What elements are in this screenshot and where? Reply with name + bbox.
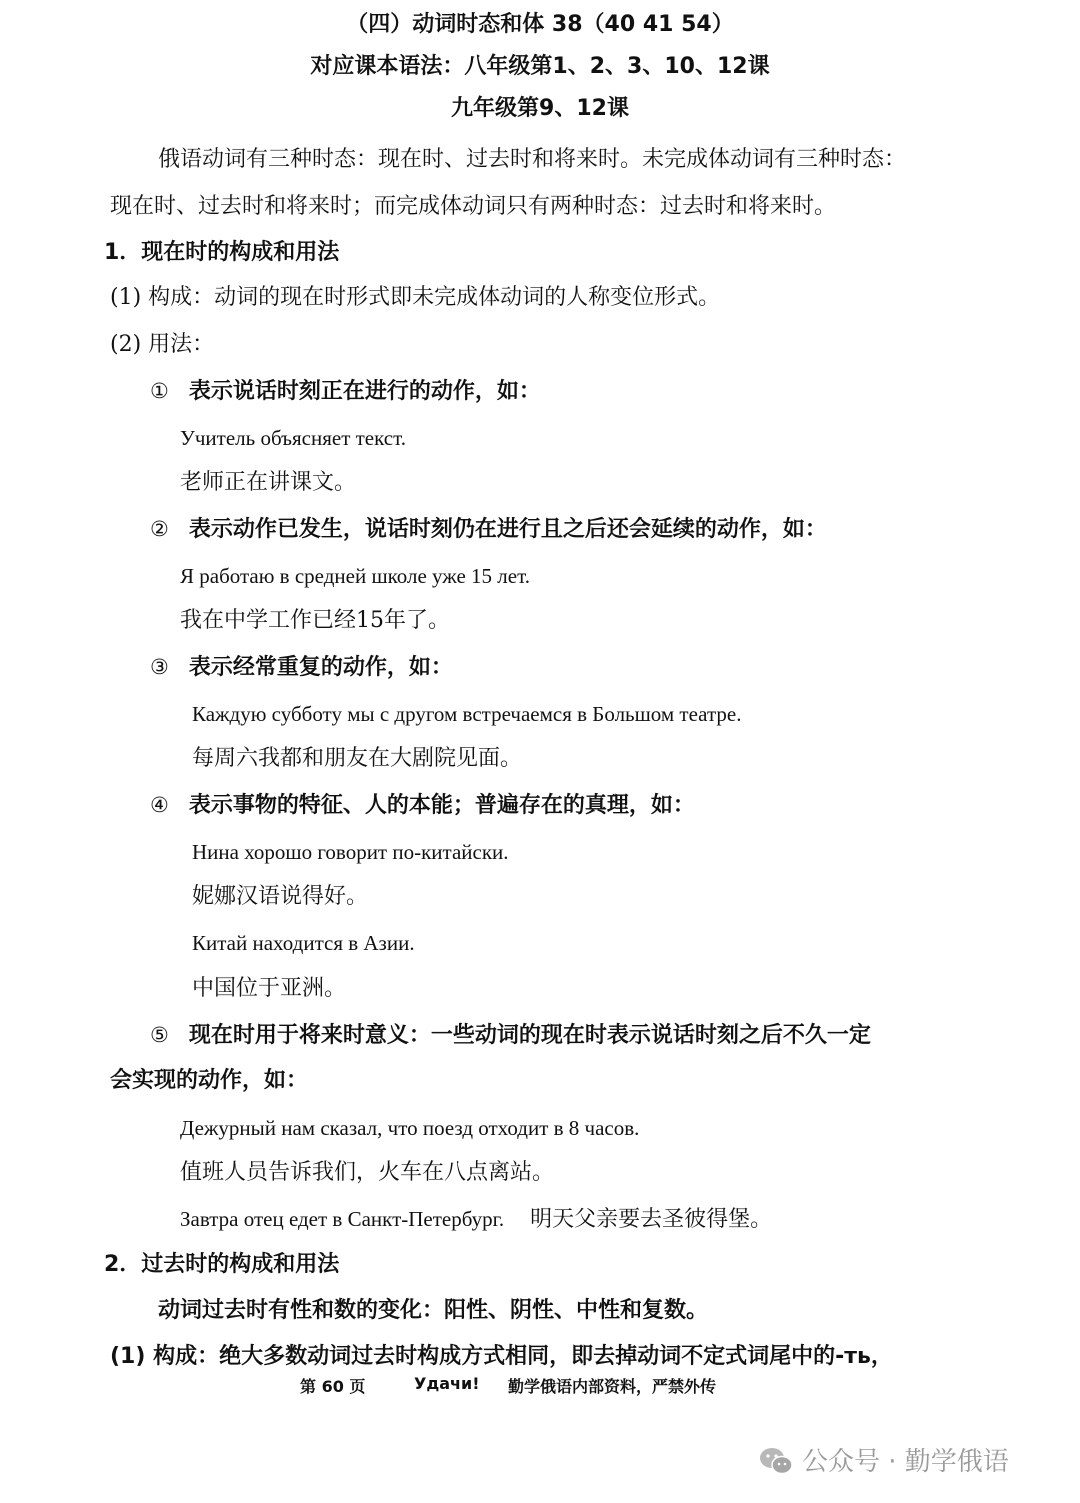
page-subtitle-2: 九年级第9、12课 [451, 96, 629, 121]
wechat-icon [758, 1446, 794, 1483]
usage-item-5 [150, 1020, 871, 1051]
intro-paragraph-1: 俄语动词有三种时态：现在时、过去时和将来时。未完成体动词有三种时态： [158, 147, 907, 172]
example-zh: 中国位于亚洲。 [192, 976, 347, 1001]
item-number: ⑤ [150, 1023, 169, 1047]
example-line [180, 1204, 772, 1235]
usage-label: (2) 用法： [110, 332, 215, 357]
watermark [758, 1441, 1009, 1483]
example-ru: Нина хорошо говорит по-китайски. [192, 840, 509, 864]
page-title: （四）动词时态和体 38（40 41 54） [346, 12, 734, 37]
usage-item-2 [150, 514, 827, 545]
watermark-text: 公众号 · 勤学俄语 [802, 1447, 1009, 1477]
item-number: ③ [150, 655, 169, 679]
footer-udachi: Удачи! [414, 1374, 480, 1393]
usage-text: 表示经常重复的动作，如： [188, 655, 453, 680]
section-2-heading: 2．过去时的构成和用法 [104, 1252, 340, 1277]
example-ru: Я работаю в средней школе уже 15 лет. [180, 564, 530, 588]
example-zh: 每周六我都和朋友在大剧院见面。 [192, 746, 523, 771]
footer-page-number: 第 60 页 [300, 1377, 366, 1396]
example-zh: 值班人员告诉我们，火车在八点离站。 [180, 1160, 555, 1185]
item-number: ① [150, 379, 169, 403]
example-ru: Китай находится в Азии. [192, 931, 415, 955]
example-ru: Каждую субботу мы с другом встречаемся в Большом театре. [192, 702, 742, 726]
example-zh: 妮娜汉语说得好。 [192, 884, 369, 909]
page-subtitle: 对应课本语法：八年级第1、2、3、10、12课 [310, 54, 770, 79]
example-ru: Завтра отец едет в Санкт-Петербург. [180, 1207, 505, 1231]
usage-item-4 [150, 790, 695, 821]
example-zh: 我在中学工作已经15年了。 [180, 608, 450, 633]
usage-text: 表示动作已发生，说话时刻仍在进行且之后还会延续的动作，如： [188, 517, 827, 542]
example-ru: Дежурный нам сказал, что поезд отходит в 8 часов. [180, 1116, 640, 1140]
example-zh: 老师正在讲课文。 [180, 470, 357, 495]
footer-note: 勤学俄语内部资料，严禁外传 [508, 1377, 717, 1396]
section-2-line-2: (1) 构成：绝大多数动词过去时构成方式相同，即去掉动词不定式词尾中的-ть， [110, 1344, 893, 1369]
usage-text: 表示事物的特征、人的本能；普遍存在的真理，如： [188, 793, 695, 818]
intro-paragraph-2: 现在时、过去时和将来时；而完成体动词只有两种时态：过去时和将来时。 [110, 194, 837, 219]
item-number: ② [150, 517, 169, 541]
usage-text-continued: 会实现的动作，如： [110, 1068, 309, 1093]
formation-text: (1) 构成：动词的现在时形式即未完成体动词的人称变位形式。 [110, 285, 721, 310]
usage-text: 现在时用于将来时意义：一些动词的现在时表示说话时刻之后不久一定 [188, 1023, 871, 1048]
usage-text: 表示说话时刻正在进行的动作，如： [188, 379, 541, 404]
example-zh: 明天父亲要去圣彼得堡。 [530, 1207, 773, 1232]
usage-item-1 [150, 376, 541, 407]
usage-item-3 [150, 652, 453, 683]
item-number: ④ [150, 793, 169, 817]
section-1-heading: 1．现在时的构成和用法 [104, 240, 340, 265]
example-ru: Учитель объясняет текст. [180, 426, 406, 450]
section-2-line-1: 动词过去时有性和数的变化：阳性、阴性、中性和复数。 [158, 1298, 709, 1323]
